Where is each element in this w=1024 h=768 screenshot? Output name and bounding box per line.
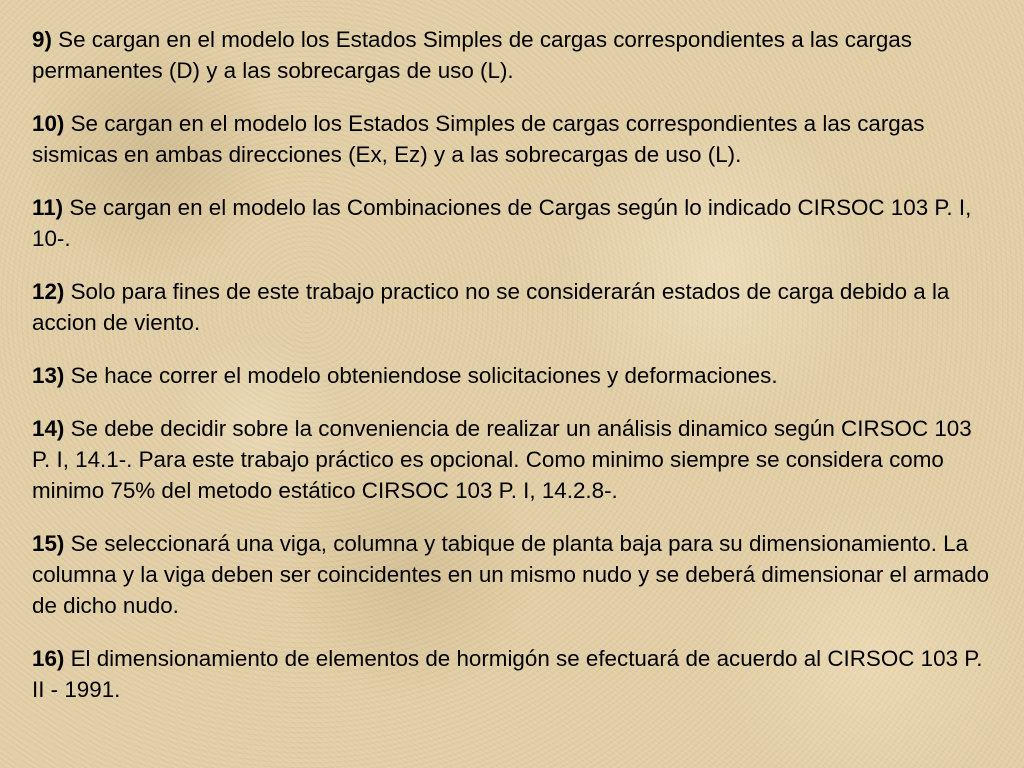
- list-item-9: [32, 24, 992, 86]
- slide-content: [32, 24, 992, 727]
- item-number: 15): [32, 531, 65, 556]
- item-text: Se hace correr el modelo obteniendose solicitaciones y deformaciones.: [64, 363, 778, 388]
- item-text: Se cargan en el modelo los Estados Simples de cargas correspondientes a las cargas permanentes (D) y a las sobrecargas de uso (L).: [32, 27, 912, 83]
- item-number: 11): [32, 195, 64, 220]
- item-text: Solo para fines de este trabajo practico no se considerarán estados de carga debido a la accion de viento.: [32, 279, 950, 335]
- item-number: 13): [32, 363, 65, 388]
- item-number: 9): [32, 27, 52, 52]
- item-text: Se seleccionará una viga, columna y tabique de planta baja para su dimensionamiento. La columna y la viga deben ser coincidentes en un mismo nudo y se deberá dimensionar el armado de dicho nudo.: [32, 531, 990, 618]
- item-number: 16): [32, 646, 65, 671]
- list-item-10: [32, 108, 992, 170]
- list-item-15: [32, 528, 992, 621]
- item-text: El dimensionamiento de elementos de hormigón se efectuará de acuerdo al CIRSOC 103 P. II - 1991.: [32, 646, 983, 702]
- list-item-16: [32, 643, 992, 705]
- item-text: Se debe decidir sobre la conveniencia de realizar un análisis dinamico según CIRSOC 103 P. I, 14.1-. Para este trabajo práctico es opcional. Como minimo siempre se considera como minimo 75% del metodo estático CIRSOC 103 P. I, 14.2.8-.: [32, 416, 972, 503]
- list-item-11: [32, 192, 992, 254]
- list-item-14: [32, 413, 992, 506]
- list-item-13: [32, 360, 992, 391]
- item-text: Se cargan en el modelo las Combinaciones de Cargas según lo indicado CIRSOC 103 P. I, 10-.: [32, 195, 972, 251]
- item-number: 10): [32, 111, 65, 136]
- item-number: 14): [32, 416, 65, 441]
- item-text: Se cargan en el modelo los Estados Simples de cargas correspondientes a las cargas sismicas en ambas direcciones (Ex, Ez) y a las sobrecargas de uso (L).: [32, 111, 925, 167]
- list-item-12: [32, 276, 992, 338]
- item-number: 12): [32, 279, 65, 304]
